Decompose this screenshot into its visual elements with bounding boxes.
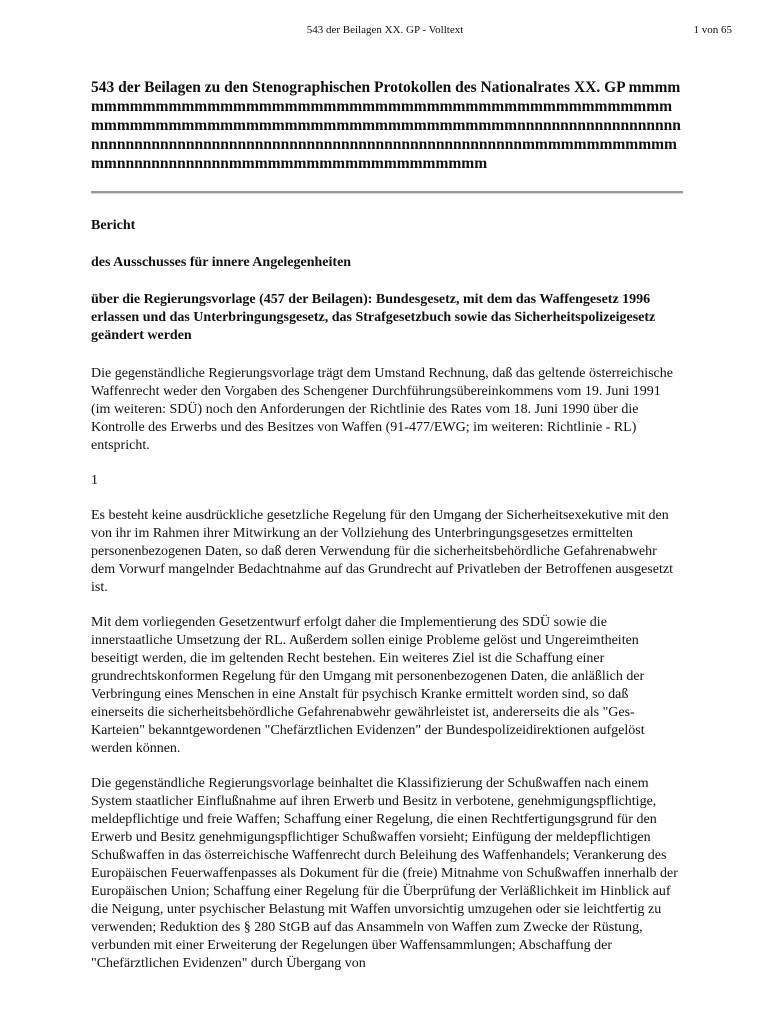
horizontal-divider bbox=[91, 191, 683, 194]
document-reference: 543 der Beilagen XX. GP - Volltext bbox=[306, 24, 464, 36]
document-title: 543 der Beilagen zu den Stenographischen Protokollen des Nationalrates XX. GP mmmmmmmmmmmmmmmmmmmmmmmmmmmmmmmmmmmmmmmmmmmmmmmmmmmmmmmmmmmmmmmmmmmmmmmmmmmmmmmmmmnnnnnnnnnnnnnnnnnnnnnnnnnnnnnnnnnnnnnnnnnnnnnnnnnnnnnnnnnnnnnnnnnnnnnmmmmmmmmmmmmmmnnnnnnnnnnnnnmmmmmmmmmmmmmmmmmmmm bbox=[91, 79, 681, 172]
page-counter: 1 von 65 bbox=[693, 24, 732, 36]
paragraph-4: Die gegenständliche Regierungsvorlage beinhaltet die Klassifizierung der Schußwaffen nach einem System staatlicher Einflußnahme auf ihren Erwerb und Besitz in verbotene, genehmigungspflichtige, meldepflichtige und freie Waffen; Schaffung einer Regelung, die einen Rechtfertigungsgrund für den Erwerb und Besitz genehmigungspflichtiger Schußwaffen vorsieht; Einfügung der meldepflichtigen Schußwaffen in das österreichische Waffenrecht durch Beleihung des Waffenhandels; Verankerung des Europäischen Feuerwaffenpasses als Dokument für die (freie) Mitnahme von Schußwaffen innerhalb der Europäischen Union; Schaffung einer Regelung für die Überprüfung der Verläßlichkeit im Hinblick auf die Neigung, unter psychischer Belastung mit Waffen unvorsichtig umzugehen oder sie leichtfertig zu verwenden; Reduktion des § 280 StGB auf das Ansammeln von Waffen zum Zwecke der Rüstung, verbunden mit einer Erweiterung der Regelungen über Waffensammlungen; Abschaffung der "Chefärztlichen Evidenzen" durch Übergang von bbox=[91, 776, 678, 971]
paragraph-2: Es besteht keine ausdrückliche gesetzliche Regelung für den Umgang der Sicherheitsexekutive mit den von ihr im Rahmen ihrer Mitwirkung an der Vollziehung des Unterbringungsgesetzes ermittelten personenbezogenen Daten, so daß deren Verwendung für die sicherheitsbehördliche Gefahrenabwehr dem Vorwurf mangelnder Bedachtnahme auf das Grundrecht auf Privatleben der Betroffenen ausgesetzt ist. bbox=[91, 508, 673, 595]
print-header bbox=[0, 22, 770, 38]
footnote-marker: 1 bbox=[91, 473, 98, 488]
paragraph-3: Mit dem vorliegenden Gesetzentwurf erfolgt daher die Implementierung des SDÜ sowie die innerstaatliche Umsetzung der RL. Außerdem sollen einige Probleme gelöst und Ungereimtheiten beseitigt werden, die im geltenden Recht bestehen. Ein weiteres Ziel ist die Schaffung einer grundrechtskonformen Regelung für den Umgang mit personenbezogenen Daten, die anläßlich der Verbringung eines Menschen in eine Anstalt für psychisch Kranke ermittelt worden sind, so daß einerseits die sicherheitsbehördliche Gefahrenabwehr gewährleistet ist, andererseits die als "Ges-Karteien" bekanntgewordenen "Chefärztlichen Evidenzen" der Bundespolizeidirektionen aufgelöst werden können. bbox=[91, 615, 645, 756]
document-body bbox=[91, 78, 683, 990]
heading-subject: über die Regierungsvorlage (457 der Beilagen): Bundesgesetz, mit dem das Waffengesetz 1996 erlassen und das Unterbringungsgesetz, das Strafgesetzbuch sowie das Sicherheitspolizeigesetz geändert werden bbox=[91, 292, 656, 343]
heading-committee: des Ausschusses für innere Angelegenheiten bbox=[91, 255, 352, 270]
heading-bericht: Bericht bbox=[91, 218, 136, 233]
paragraph-1: Die gegenständliche Regierungsvorlage trägt dem Umstand Rechnung, daß das geltende österreichische Waffenrecht weder den Vorgaben des Schengener Durchführungsübereinkommens vom 19. Juni 1991 (im weiteren: SDÜ) noch den Anforderungen der Richtlinie des Rates vom 18. Juni 1990 über die Kontrolle des Erwerbs und des Besitzes von Waffen (91-477/EWG; im weiteren: Richtlinie - RL) entspricht. bbox=[91, 366, 673, 453]
